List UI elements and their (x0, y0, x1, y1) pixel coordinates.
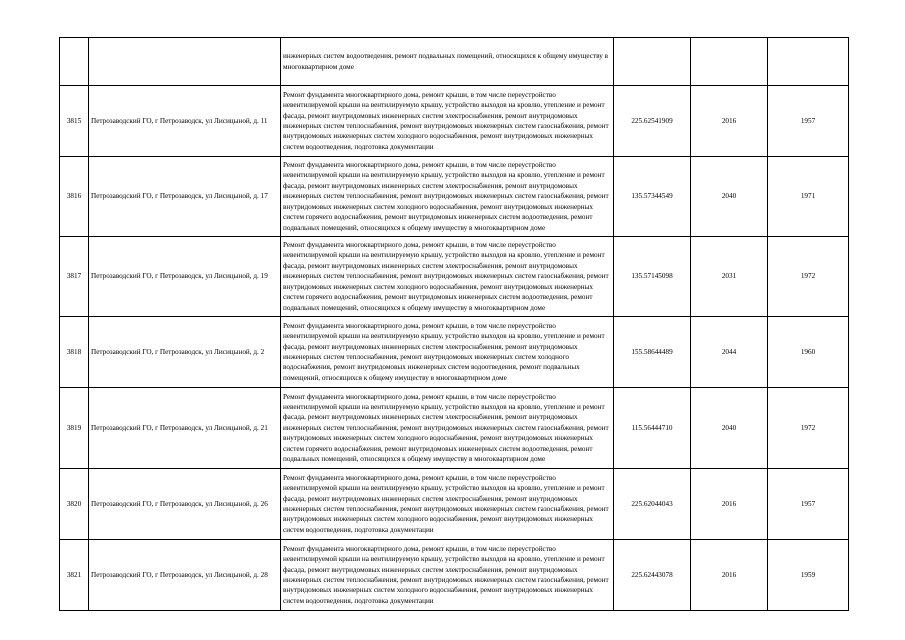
row-planned-year: 2044 (691, 317, 768, 388)
row-address: Петрозаводский ГО, г Петрозаводск, ул Лисицыной, д. 19 (89, 237, 281, 317)
row-number (60, 38, 89, 86)
row-number: 3821 (60, 540, 89, 611)
row-address (89, 38, 281, 86)
row-cost: 225.62044043 (614, 469, 691, 540)
row-cost (614, 38, 691, 86)
row-works: Ремонт фундамента многоквартирного дома, ремонт крыши, в том числе переустройство невентилируемой крыши на вентилируемую крышу, устройство выходов на кровлю, утепление и ремонт фасада, ремонт внутридомовых инженерных систем электроснабжения, ремонт внутридомовых инженерных систем теплоснабжения, ремонт внутридомовых инженерных систем газоснабжения, ремонт внутридомовых инженерных систем холодного водоснабжения, ремонт внутридомовых инженерных систем горячего водоснабжения, ремонт внутридомовых инженерных систем водоотведения, ремонт подвальных помещений, относящихся к общему имуществу в многоквартирном доме (281, 388, 614, 469)
row-works: Ремонт фундамента многоквартирного дома, ремонт крыши, в том числе переустройство невентилируемой крыши на вентилируемую крышу, устройство выходов на кровлю, утепление и ремонт фасада, ремонт внутридомовых инженерных систем электроснабжения, ремонт внутридомовых инженерных систем теплоснабжения, ремонт внутридомовых инженерных систем газоснабжения, ремонт внутридомовых инженерных систем холодного водоснабжения, ремонт внутридомовых инженерных систем водоотведения, подготовка документации (281, 86, 614, 157)
table-row (60, 469, 849, 540)
row-number: 3820 (60, 469, 89, 540)
row-works: Ремонт фундамента многоквартирного дома, ремонт крыши, в том числе переустройство невентилируемой крыши на вентилируемую крышу, устройство выходов на кровлю, утепление и ремонт фасада, ремонт внутридомовых инженерных систем электроснабжения, ремонт внутридомовых инженерных систем теплоснабжения, ремонт внутридомовых инженерных систем газоснабжения, ремонт внутридомовых инженерных систем холодного водоснабжения, ремонт внутридомовых инженерных систем горячего водоснабжения, ремонт внутридомовых инженерных систем водоотведения, ремонт подвальных помещений, относящихся к общему имуществу в многоквартирном доме (281, 237, 614, 317)
row-built-year: 1972 (768, 237, 849, 317)
row-address: Петрозаводский ГО, г Петрозаводск, ул Лисицыной, д. 2 (89, 317, 281, 388)
row-number: 3819 (60, 388, 89, 469)
row-built-year: 1957 (768, 469, 849, 540)
row-cost: 155.58644489 (614, 317, 691, 388)
row-works: инженерных систем водоотведения, ремонт подвальных помещений, относящихся к общему имуществу в многоквартирном доме (281, 38, 614, 86)
row-built-year: 1972 (768, 388, 849, 469)
row-works: Ремонт фундамента многоквартирного дома, ремонт крыши, в том числе переустройство невентилируемой крыши на вентилируемую крышу, устройство выходов на кровлю, утепление и ремонт фасада, ремонт внутридомовых инженерных систем электроснабжения, ремонт внутридомовых инженерных систем теплоснабжения, ремонт внутридомовых инженерных систем газоснабжения, ремонт внутридомовых инженерных систем холодного водоснабжения, ремонт внутридомовых инженерных систем водоотведения, подготовка документации (281, 469, 614, 540)
row-cost: 135.57145098 (614, 237, 691, 317)
row-works: Ремонт фундамента многоквартирного дома, ремонт крыши, в том числе переустройство невентилируемой крыши на вентилируемую крышу, устройство выходов на кровлю, утепление и ремонт фасада, ремонт внутридомовых инженерных систем электроснабжения, ремонт внутридомовых инженерных систем теплоснабжения, ремонт внутридомовых инженерных систем холодного водоснабжения, ремонт внутридомовых инженерных систем водоотведения, ремонт подвальных помещений, относящихся к общему имуществу в многоквартирном доме (281, 317, 614, 388)
row-number: 3818 (60, 317, 89, 388)
row-works: Ремонт фундамента многоквартирного дома, ремонт крыши, в том числе переустройство невентилируемой крыши на вентилируемую крышу, устройство выходов на кровлю, утепление и ремонт фасада, ремонт внутридомовых инженерных систем электроснабжения, ремонт внутридомовых инженерных систем теплоснабжения, ремонт внутридомовых инженерных систем газоснабжения, ремонт внутридомовых инженерных систем холодного водоснабжения, ремонт внутридомовых инженерных систем горячего водоснабжения, ремонт внутридомовых инженерных систем водоотведения, ремонт подвальных помещений, относящихся к общему имуществу в многоквартирном доме (281, 157, 614, 237)
row-built-year: 1960 (768, 317, 849, 388)
row-address: Петрозаводский ГО, г Петрозаводск, ул Лисицыной, д. 28 (89, 540, 281, 611)
row-cost: 225.62541909 (614, 86, 691, 157)
row-built-year (768, 38, 849, 86)
row-works: Ремонт фундамента многоквартирного дома, ремонт крыши, в том числе переустройство невентилируемой крыши на вентилируемую крышу, устройство выходов на кровлю, утепление и ремонт фасада, ремонт внутридомовых инженерных систем электроснабжения, ремонт внутридомовых инженерных систем теплоснабжения, ремонт внутридомовых инженерных систем газоснабжения, ремонт внутридомовых инженерных систем холодного водоснабжения, ремонт внутридомовых инженерных систем водоотведения, подготовка документации (281, 540, 614, 611)
table-row (60, 388, 849, 469)
row-address: Петрозаводский ГО, г Петрозаводск, ул Лисицыной, д. 17 (89, 157, 281, 237)
row-planned-year: 2040 (691, 157, 768, 237)
table-row (60, 317, 849, 388)
row-planned-year: 2016 (691, 469, 768, 540)
table-row (60, 38, 849, 86)
row-planned-year: 2040 (691, 388, 768, 469)
table-row (60, 540, 849, 611)
row-number: 3815 (60, 86, 89, 157)
table-row (60, 237, 849, 317)
row-built-year: 1971 (768, 157, 849, 237)
table-row (60, 157, 849, 237)
row-address: Петрозаводский ГО, г Петрозаводск, ул Лисицыной, д. 26 (89, 469, 281, 540)
repair-program-table (59, 37, 849, 611)
row-address: Петрозаводский ГО, г Петрозаводск, ул Лисицыной, д. 11 (89, 86, 281, 157)
row-planned-year: 2016 (691, 540, 768, 611)
row-planned-year (691, 38, 768, 86)
row-built-year: 1959 (768, 540, 849, 611)
row-cost: 135.57344549 (614, 157, 691, 237)
row-cost: 225.62443078 (614, 540, 691, 611)
row-built-year: 1957 (768, 86, 849, 157)
row-planned-year: 2016 (691, 86, 768, 157)
row-cost: 115.56444710 (614, 388, 691, 469)
row-planned-year: 2031 (691, 237, 768, 317)
row-number: 3816 (60, 157, 89, 237)
row-address: Петрозаводский ГО, г Петрозаводск, ул Лисицыной, д. 21 (89, 388, 281, 469)
table-row (60, 86, 849, 157)
row-number: 3817 (60, 237, 89, 317)
